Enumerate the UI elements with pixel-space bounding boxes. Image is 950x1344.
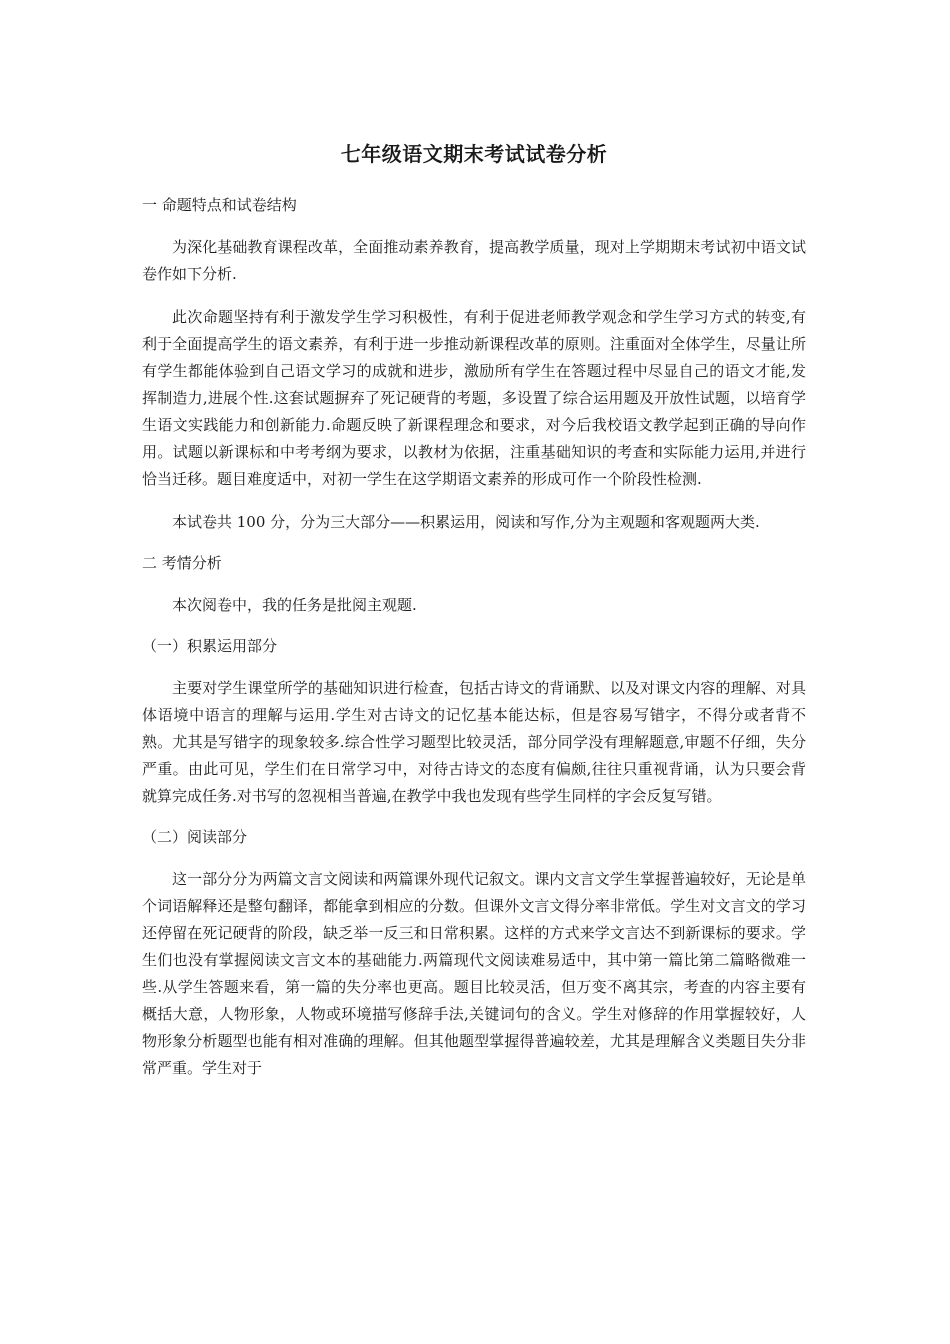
subsection-heading-reading: （二）阅读部分 [142, 828, 248, 846]
paragraph-accumulation: 主要对学生课堂所学的基础知识进行检查，包括古诗文的背诵默、以及对课文内容的理解、对具体语境中语言的理解与运用.学生对古诗文的记忆基本能达标，但是容易写错字，不得分或者背不熟。尤其是写错字的现象较多.综合性学习题型比较灵活，部分同学没有理解题意,审题不仔细，失分严重。由此可见，学生们在日常学习中，对待古诗文的态度有偏颇,往往只重视背诵，认为只要会背就算完成任务.对书写的忽视相当普遍,在教学中我也发现有些学生同样的字会反复写错。 [142, 679, 806, 805]
paragraph-reading: 这一部分分为两篇文言文阅读和两篇课外现代记叙文。课内文言文学生掌握普遍较好，无论是单个词语解释还是整句翻译，都能拿到相应的分数。但课外文言文得分率非常低。学生对文言文的学习还停留在死记硬背的阶段，缺乏举一反三和日常积累。这样的方式来学文言达不到新课标的要求。学生们也没有掌握阅读文言文本的基础能力.两篇现代文阅读难易适中，其中第一篇比第二篇略微难一些.从学生答题来看，第一篇的失分率也更高。题目比较灵活，但万变不离其宗，考查的内容主要有概括大意，人物形象，人物或环境描写修辞手法,关键词句的含义。学生对修辞的作用掌握较好，人物形象分析题型也能有相对准确的理解。但其他题型掌握得普遍较差，尤其是理解含义类题目失分非常严重。学生对于 [142, 870, 806, 1077]
paragraph-structure: 本试卷共 100 分，分为三大部分——积累运用，阅读和写作,分为主观题和客观题两大类. [172, 513, 760, 531]
document-body [142, 140, 806, 1098]
paragraph-principles: 此次命题坚持有利于激发学生学习积极性，有利于促进老师教学观念和学生学习方式的转变,有利于全面提高学生的语文素养，有利于进一步推动新课程改革的原则。注重面对全体学生，尽量让所有学生都能体验到自己语文学习的成就和进步，激励所有学生在答题过程中尽显自己的语文才能,发挥制造力,进展个性.这套试题摒弃了死记硬背的考题，多设置了综合运用题及开放性试题，以培育学生语文实践能力和创新能力.命题反映了新课程理念和要求，对今后我校语文教学起到正确的导向作用。试题以新课标和中考考纲为要求，以教材为依据，注重基础知识的考查和实际能力运用,并进行恰当迁移。题目难度适中，对初一学生在这学期语文素养的形成可作一个阶段性检测. [142, 308, 806, 488]
paragraph-task: 本次阅卷中，我的任务是批阅主观题. [172, 596, 417, 614]
subsection-heading-accumulation: （一）积累运用部分 [142, 637, 278, 655]
paragraph-purpose: 为深化基础教育课程改革，全面推动素养教育，提高教学质量，现对上学期期末考试初中语文试卷作如下分析. [142, 238, 806, 283]
page-title: 七年级语文期末考试试卷分析 [340, 142, 608, 166]
section-heading-2: 二 考情分析 [142, 554, 222, 572]
section-heading-1: 一 命题特点和试卷结构 [142, 196, 297, 214]
